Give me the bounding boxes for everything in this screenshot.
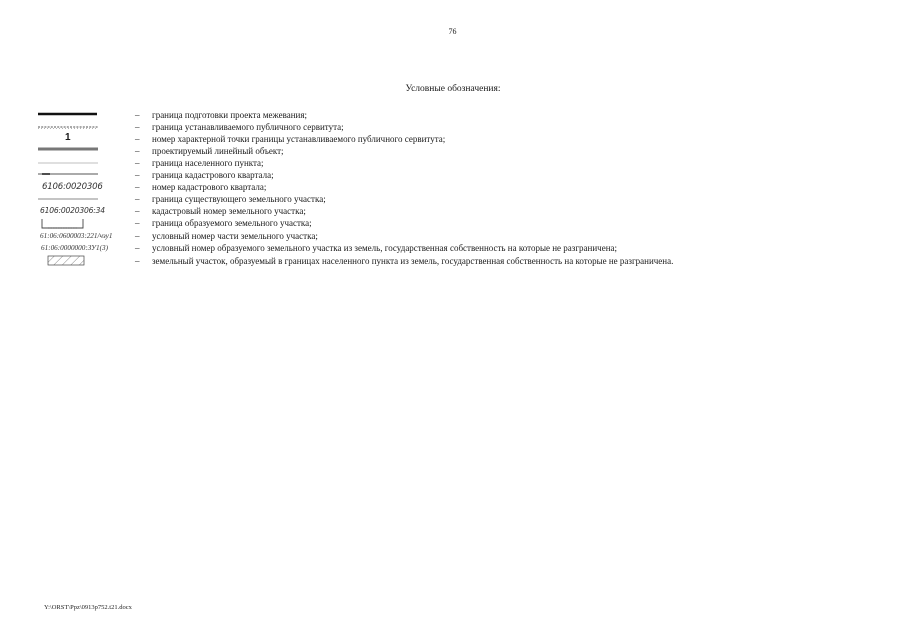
point-number-label: 1	[65, 132, 71, 143]
legend-text: условный номер части земельного участка;	[152, 231, 318, 241]
symbol-gray-thick-line	[38, 145, 102, 157]
legend-text: граница кадастрового квартала;	[152, 170, 274, 180]
legend-row-existing-plot-boundary	[0, 193, 905, 205]
legend-row-new-plot-boundary	[0, 217, 905, 229]
footer-file-path: Y:\ORST\Ppz\0913p752.t21.docx	[44, 604, 132, 611]
symbol-hatched-rectangle	[38, 255, 102, 267]
legend-text: номер характерной точки границы устанавливаемого публичного сервитута;	[152, 134, 446, 144]
legend-dash: –	[135, 206, 140, 216]
block-number-label: 6106:0020306	[42, 182, 103, 192]
symbol-new-plot-bracket	[38, 217, 102, 229]
legend-text: земельный участок, образуемый в границах населенного пункта из земель, государственная собственность на которые не разграничена.	[152, 256, 674, 266]
legend-text: номер кадастрового квартала;	[152, 182, 267, 192]
legend-row-new-plot-number	[0, 242, 905, 254]
legend-text: граница населенного пункта;	[152, 158, 264, 168]
legend-dash: –	[135, 243, 140, 253]
legend-text: граница устанавливаемого публичного сервитута;	[152, 122, 344, 132]
symbol-block-number	[38, 181, 102, 193]
legend-dash: –	[135, 194, 140, 204]
legend-dash: –	[135, 146, 140, 156]
legend-dash: –	[135, 231, 140, 241]
legend-text: условный номер образуемого земельного участка из земель, государственная собственность на которые не разграничена;	[152, 243, 618, 253]
legend-title: Условные обозначения:	[405, 84, 501, 94]
legend-dash: –	[135, 182, 140, 192]
legend-text: граница подготовки проекта межевания;	[152, 110, 308, 120]
symbol-plot-number	[38, 205, 105, 217]
legend-dash: –	[135, 170, 140, 180]
symbol-plot-part-number	[38, 230, 113, 242]
legend-row-point-number	[0, 133, 905, 145]
new-plot-number-label: 61:06:0000000:ЗУ1(3)	[41, 244, 108, 252]
legend-row-linear-object	[0, 145, 905, 157]
symbol-point-number	[38, 133, 102, 145]
legend-row-cadastral-block-boundary	[0, 169, 905, 181]
legend-text: граница образуемого земельного участка;	[152, 218, 312, 228]
legend-row-settlement-boundary	[0, 157, 905, 169]
legend-row-project-boundary	[0, 109, 905, 121]
symbol-new-plot-number	[38, 242, 108, 254]
legend-row-hatched-plot	[0, 255, 905, 267]
plot-part-number-label: 61:06:0600003:221/чзу1	[40, 232, 113, 240]
legend-row-plot-part-number	[0, 230, 905, 242]
plot-number-label: 6106:0020306:34	[40, 206, 105, 215]
legend-dash: –	[135, 134, 140, 144]
symbol-block-boundary	[38, 169, 102, 181]
page-number: 76	[448, 27, 457, 36]
symbol-thick-black-line	[38, 109, 102, 121]
legend-row-cadastral-block-number	[0, 181, 905, 193]
legend-text: проектируемый линейный объект;	[152, 146, 284, 156]
legend-row-cadastral-plot-number	[0, 205, 905, 217]
legend-text: кадастровый номер земельного участка;	[152, 206, 306, 216]
symbol-thin-line	[38, 157, 102, 169]
legend-row-servitude-boundary	[0, 121, 905, 133]
legend-text: граница существующего земельного участка;	[152, 194, 326, 204]
legend-dash: –	[135, 110, 140, 120]
legend-dash: –	[135, 158, 140, 168]
symbol-existing-plot-line	[38, 193, 102, 205]
legend-dash: –	[135, 218, 140, 228]
legend-dash: –	[135, 122, 140, 132]
legend-dash: –	[135, 256, 140, 266]
